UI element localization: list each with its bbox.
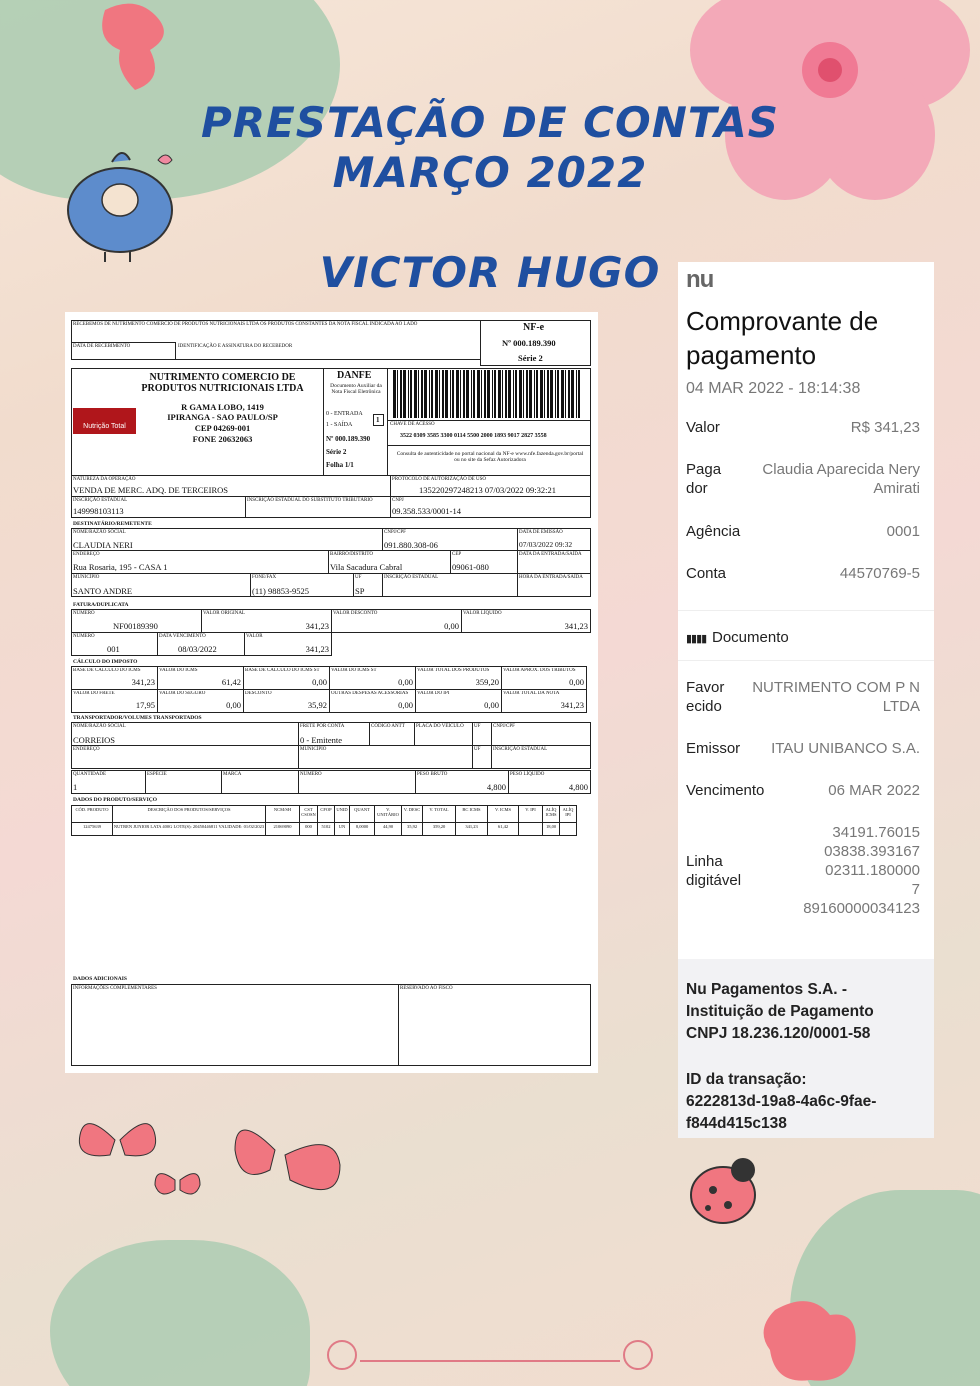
divider <box>678 610 934 611</box>
produto-header-text: UNID <box>336 807 348 812</box>
fat-desconto: 0,00 <box>444 621 459 631</box>
barcode-bar <box>502 370 503 418</box>
produto-cell-text: 18,00 <box>545 824 557 829</box>
barcode-bar <box>555 370 556 418</box>
barcode-bar <box>568 370 570 418</box>
barcode-bar <box>505 370 507 418</box>
barcode-bar <box>463 370 465 418</box>
barcode-bar <box>408 370 409 418</box>
adicionais-section-title: DADOS ADICIONAIS <box>73 976 127 982</box>
produto-header-text: CÓD. PRODUTO <box>75 807 109 812</box>
fat-original-label: VALOR ORIGINAL <box>203 611 245 616</box>
transp-uf2-label: UF <box>474 747 481 752</box>
document-icon: ▮▮▮▮ <box>686 633 707 645</box>
transp-cnpj-label: CNPJ/CPF <box>493 724 515 729</box>
dest-section-title: DESTINATÁRIO/REMETENTE <box>73 521 152 527</box>
divider-2 <box>678 660 934 661</box>
cnpj-label: CNPJ <box>392 498 404 503</box>
stub-date-label: DATA DE RECEBIMENTO <box>73 344 131 349</box>
ie-st-label: INSCRIÇÃO ESTADUAL DO SUBSTITUTO TRIBUTÁRIO <box>247 498 373 503</box>
imposto-value: 61,42 <box>221 677 241 687</box>
peso-bruto: 4,800 <box>486 782 506 792</box>
imposto-label: VALOR TOTAL DOS PRODUTOS <box>417 668 490 673</box>
barcode-bar <box>481 370 482 418</box>
butterfly-icon <box>75 1110 365 1230</box>
dest-cep-label: CEP <box>452 552 462 557</box>
green-blob-bottom-left <box>50 1240 310 1386</box>
valor-label: Valor <box>686 419 720 436</box>
dest-hora-label: HORA DA ENTRADA/SAÍDA <box>519 575 583 580</box>
produto-cell-text <box>519 824 542 835</box>
danfe-title: DANFE <box>337 370 372 381</box>
barcode-bar <box>544 370 545 418</box>
emitter-phone: FONE 20632063 <box>192 434 253 444</box>
barcode-bar <box>523 370 524 418</box>
barcode-bar <box>477 370 480 418</box>
pagador-label-1: Paga <box>686 461 722 478</box>
danfe-subtitle: Documento Auxiliar da Nota Fiscal Eletrônica <box>330 383 382 395</box>
imposto-label: OUTRAS DESPESAS ACESSÓRIAS <box>331 691 409 696</box>
imposto-value: 341,23 <box>560 700 584 710</box>
transp-name: CORREIOS <box>73 735 116 745</box>
dup-valor: 341,23 <box>305 644 329 654</box>
transp-ie-label: INSCRIÇÃO ESTADUAL <box>493 747 548 752</box>
receipt-title: Comprovante de pagamento <box>686 306 879 370</box>
transp-section-title: TRANSPORTADOR/VOLUMES TRANSPORTADOS <box>73 715 202 721</box>
produto-cell-text: 359,20 <box>432 824 446 829</box>
emitter-address-2: IPIRANGA - SAO PAULO/SP <box>167 412 278 422</box>
produto-header-text: V. TOTAL <box>429 807 449 812</box>
produto-cell-text: 35,92 <box>406 824 418 829</box>
dest-cpf: 091.880.308-06 <box>384 540 438 550</box>
barcode-bar <box>410 370 412 418</box>
barcode-bar <box>492 370 493 418</box>
produto-header-text: V. ICMS <box>495 807 511 812</box>
payment-receipt <box>678 262 934 1138</box>
danfe-document <box>65 312 598 1073</box>
dest-bairro-label: BAIRRO/DISTRITO <box>330 552 373 557</box>
nu-logo: nu <box>686 266 714 293</box>
peso-liq: 4,800 <box>568 782 588 792</box>
logo-text: Nutrição Total <box>83 423 126 430</box>
barcode-bar <box>540 370 543 418</box>
produto-header-text: DESCRIÇÃO DOS PRODUTOS/SERVIÇOS <box>147 807 231 812</box>
agencia-value: 0001 <box>886 523 920 540</box>
nfe-label: NF-e <box>523 322 545 333</box>
dest-name: CLAUDIA NERI <box>73 540 133 550</box>
stub-text: RECEBEMOS DE NUTRIMENTO COMERCIO DE PRODUTOS NUTRICIONAIS LTDA OS PRODUTOS CONSTANTES DA NOTA FISCAL INDICADA AO LADO <box>73 322 418 327</box>
danfe-number: Nº 000.189.390 <box>326 435 371 443</box>
tipo-value: 1 <box>376 416 380 424</box>
linha-part-5: 89160000034123 <box>803 900 920 917</box>
dest-uf-label: UF <box>355 575 362 580</box>
barcode-bar <box>429 370 430 418</box>
barcode-bar <box>403 370 406 418</box>
barcode-bar <box>418 370 419 418</box>
danfe-serie: Série 2 <box>326 448 347 456</box>
barcode-bar <box>578 370 580 418</box>
footer-line-2: Instituição de Pagamento <box>686 1003 874 1020</box>
produto-cell-text: 8,0000 <box>355 824 369 829</box>
transaction-id-1: 6222813d-19a8-4a6c-9fae- <box>686 1093 877 1110</box>
imposto-value: 0,00 <box>484 700 499 710</box>
produto-cell-text: NUTREN JUNIOR LATA 400G LOTE(S): 20450446811 VALIDADE: 01/02/2023 <box>113 824 265 829</box>
barcode-bar <box>393 370 396 418</box>
barcode-bar <box>397 370 398 418</box>
dup-valor-label: VALOR <box>246 634 263 639</box>
pagador-value-1: Claudia Aparecida Nery <box>762 461 920 478</box>
dest-bairro: Vila Sacadura Cabral <box>330 562 403 572</box>
favorecido-label-2: ecido <box>686 698 722 715</box>
marca-label: MARCA <box>223 772 242 777</box>
fat-numero-label: NÚMERO <box>73 611 95 616</box>
barcode-bar <box>529 370 532 418</box>
transp-uf-label: UF <box>474 724 481 729</box>
pagador-label-2: dor <box>686 480 708 497</box>
barcode-bar <box>498 370 501 418</box>
favorecido-label-1: Favor <box>686 679 725 696</box>
barcode-bar <box>565 370 566 418</box>
emissor-value: ITAU UNIBANCO S.A. <box>771 740 920 757</box>
barcode-bar <box>424 370 427 418</box>
produto-cell-text: 21069090 <box>273 824 292 829</box>
imposto-value: 35,92 <box>307 700 327 710</box>
documento-label: Documento <box>712 629 789 646</box>
fat-liquido-label: VALOR LÍQUIDO <box>463 611 502 616</box>
produto-cell-text: UN <box>338 824 346 829</box>
imposto-value: 0,00 <box>398 700 413 710</box>
barcode-bar <box>450 370 451 418</box>
barcode-bar <box>473 370 475 418</box>
favorecido-value-1: NUTRIMENTO COM P N <box>752 679 920 696</box>
transp-end-box <box>71 745 299 769</box>
barcode-bar <box>508 370 511 418</box>
favorecido-value-2: LTDA <box>882 698 920 715</box>
produto-header-text: CFOP <box>320 807 332 812</box>
dup-venc-label: DATA VENCIMENTO <box>159 634 206 639</box>
produto-cell-text <box>560 824 576 835</box>
vencimento-label: Vencimento <box>686 782 765 799</box>
imposto-label: VALOR DO FRETE <box>73 691 115 696</box>
imposto-value: 0,00 <box>312 677 327 687</box>
danfe-folha: Folha 1/1 <box>326 461 354 469</box>
dest-name-label: NOME/RAZÃO SOCIAL <box>73 530 126 535</box>
produto-header-text: V. UNITÁRIO <box>377 807 399 817</box>
barcode-bar <box>421 370 423 418</box>
ie-value: 149998103113 <box>73 506 124 516</box>
imposto-label: VALOR DO ICMS <box>159 668 198 673</box>
transaction-id-2: f844d415c138 <box>686 1115 787 1132</box>
barcode-bar <box>494 370 496 418</box>
chave-value: 3522 0309 3585 3300 0114 5500 2000 1893 9017 2827 3558 <box>400 433 547 439</box>
vencimento-value: 06 MAR 2022 <box>828 782 920 799</box>
barcode-bar <box>431 370 433 418</box>
student-name: VICTOR HUGO <box>319 248 661 297</box>
dest-uf: SP <box>355 586 365 596</box>
coral-splash-top-left <box>95 0 175 95</box>
fisco-label: RESERVADO AO FISCO <box>400 986 453 991</box>
barcode-bar <box>557 370 559 418</box>
dup-numero: 001 <box>107 644 120 654</box>
barcode-bar <box>466 370 469 418</box>
emitter-address-1: R GAMA LOBO, 1419 <box>181 402 264 412</box>
imposto-label: BASE DE CÁLCULO DO ICMS ST <box>245 668 320 673</box>
dest-mun: SANTO ANDRE <box>73 586 133 596</box>
imposto-value: 0,00 <box>398 677 413 687</box>
valor-value: R$ 341,23 <box>850 419 920 436</box>
barcode-bar <box>536 370 538 418</box>
fat-liquido: 341,23 <box>564 621 588 631</box>
produto-cell-text: 44,90 <box>382 824 394 829</box>
linha-label-2: digitável <box>686 872 742 889</box>
produto-header-text: V. DESC <box>403 807 421 812</box>
imposto-value: 0,00 <box>226 700 241 710</box>
produto-header-text: CST CSOSN <box>301 807 316 817</box>
barcode <box>393 370 585 418</box>
barcode-bar <box>576 370 577 418</box>
receipt-footer <box>678 959 934 1138</box>
fat-desconto-label: VALOR DESCONTO <box>333 611 378 616</box>
dup-venc: 08/03/2022 <box>178 644 217 654</box>
ladybug-icon <box>678 1150 768 1230</box>
fisco-box <box>398 984 591 1066</box>
chave-label: CHAVE DE ACESSO <box>390 422 435 427</box>
barcode-bar <box>550 370 553 418</box>
footer-line-1: Nu Pagamentos S.A. - <box>686 981 848 998</box>
produto-header-text: V. IPI <box>525 807 536 812</box>
protocolo-value: 135220297248213 07/03/2022 09:32:21 <box>419 485 556 495</box>
conta-value: 44570769-5 <box>839 565 920 582</box>
fatura-section-title: FATURA/DUPLICATA <box>73 602 129 608</box>
imposto-value: 359,20 <box>475 677 499 687</box>
emitter-name: NUTRIMENTO COMERCIO DE PRODUTOS NUTRICIONAIS LTDA <box>141 372 304 394</box>
row-favorecido <box>686 678 920 718</box>
qtd-label: QUANTIDADE <box>73 772 107 777</box>
dest-end: Rua Rosaria, 195 - CASA 1 <box>73 562 168 572</box>
peso-bruto-label: PESO BRUTO <box>417 772 448 777</box>
dest-cep: 09061-080 <box>452 562 489 572</box>
barcode-bar <box>442 370 444 418</box>
produto-header-text: BC ICMS <box>462 807 481 812</box>
linha-part-1: 34191.76015 <box>832 824 920 841</box>
transp-mun-label: MUNICÍPIO <box>300 747 327 752</box>
produto-cell-text: 12475639 <box>83 824 101 829</box>
dest-ie-label: INSCRIÇÃO ESTADUAL <box>384 575 439 580</box>
transp-name-label: NOME/RAZÃO SOCIAL <box>73 724 126 729</box>
barcode-bar <box>452 370 454 418</box>
imposto-label: VALOR DO ICMS ST <box>331 668 377 673</box>
emissor-label: Emissor <box>686 740 741 757</box>
linha-label-1: Linha <box>686 853 723 870</box>
fat-numero: NF00189390 <box>113 621 158 631</box>
nutricao-total-logo <box>73 408 136 434</box>
barcode-bar <box>526 370 528 418</box>
produto-cell-text: 61,42 <box>497 824 509 829</box>
dest-emissao: 07/03/2022 09:32 <box>519 540 573 549</box>
barcode-bar <box>460 370 461 418</box>
linha-part-3: 02311.180000 <box>825 862 920 879</box>
dest-fone-label: FONE/FAX <box>252 575 277 580</box>
imposto-value: 17,95 <box>135 700 155 710</box>
barcode-bar <box>414 370 417 418</box>
consulta-text: Consulta de autenticidade no portal nacional da NF-e www.nfe.fazenda.gov.br/portal ou no site da Sefaz Autorizadora <box>396 451 584 463</box>
barcode-bar <box>534 370 535 418</box>
imposto-label: VALOR APROX. DOS TRIBUTOS <box>503 668 576 673</box>
dup-numero-label: NÚMERO <box>73 634 95 639</box>
dest-cpf-label: CNPJ/CPF <box>384 530 406 535</box>
emitter-cep: CEP 04269-001 <box>194 423 251 433</box>
barcode-bar <box>487 370 490 418</box>
especie-label: ESPÉCIE <box>147 772 167 777</box>
transp-end-label: ENDEREÇO <box>73 747 100 752</box>
imposto-label: VALOR TOTAL DA NOTA <box>503 691 560 696</box>
imposto-value: 0,00 <box>569 677 584 687</box>
receipt-datetime: 04 MAR 2022 - 18:14:38 <box>686 380 861 397</box>
dest-fone: (11) 98853-9525 <box>252 586 310 596</box>
numero-label: NÚMERO <box>300 772 322 777</box>
linha-part-4: 7 <box>911 881 920 898</box>
barcode-bar <box>439 370 440 418</box>
linha-part-2: 03838.393167 <box>824 843 920 860</box>
agencia-label: Agência <box>686 523 741 540</box>
row-pagador <box>686 460 920 500</box>
info-label: INFORMAÇÕES COMPLEMENTARES <box>73 986 157 991</box>
imposto-label: DESCONTO <box>245 691 272 696</box>
produto-header-text: ALÍQ IPI <box>562 807 574 817</box>
info-box <box>71 984 399 1066</box>
produto-cell-text: 341,23 <box>465 824 478 829</box>
barcode-bar <box>484 370 486 418</box>
dest-entrada-label: DATA DA ENTRADA/SAÍDA <box>519 552 582 557</box>
produto-header-text: NCM/SH <box>273 807 292 812</box>
natureza-label: NATUREZA DA OPERAÇÃO <box>73 477 136 482</box>
frete-value: 0 - Emitente <box>300 735 343 745</box>
peso-liq-label: PESO LÍQUIDO <box>510 772 545 777</box>
danfe-entrada: 0 - ENTRADA <box>326 411 363 417</box>
imposto-label: VALOR DO IPI <box>417 691 450 696</box>
barcode-bar <box>471 370 472 418</box>
coral-splash-bottom-right <box>760 1290 870 1386</box>
produto-cell-text: 5102 <box>321 824 331 829</box>
barcode-bar <box>571 370 574 418</box>
barcode-bar <box>513 370 514 418</box>
dest-end-label: ENDEREÇO <box>73 552 100 557</box>
protocolo-label: PROTOCOLO DE AUTORIZAÇÃO DE USO <box>392 477 486 482</box>
row-linha-digitavel <box>686 823 920 923</box>
nfe-number: Nº 000.189.390 <box>502 338 556 348</box>
conta-label: Conta <box>686 565 727 582</box>
barcode-bar <box>400 370 402 418</box>
barcode-bar <box>435 370 438 418</box>
imposto-label: BASE DE CÁLCULO DO ICMS <box>73 668 141 673</box>
danfe-saida: 1 - SAÍDA <box>326 422 353 428</box>
produto-header-text: ALÍQ ICMS <box>545 807 557 817</box>
ie-label: INSCRIÇÃO ESTADUAL <box>73 498 128 503</box>
imposto-value: 341,23 <box>131 677 155 687</box>
qtd-value: 1 <box>73 782 78 792</box>
page-title-line2: MARÇO 2022 <box>332 148 648 197</box>
barcode-bar <box>515 370 517 418</box>
bottom-ribbon-decoration <box>320 1335 660 1375</box>
nfe-serie: Série 2 <box>518 353 543 363</box>
barcode-bar <box>547 370 549 418</box>
stub-sign-label: IDENTIFICAÇÃO E ASSINATURA DO RECEBEDOR <box>178 344 293 349</box>
natureza-value: VENDA DE MERC. ADQ. DE TERCEIROS <box>73 485 228 495</box>
dest-emissao-label: DATA DE EMISSÃO <box>519 530 563 535</box>
produto-header-text: QUANT <box>354 807 370 812</box>
barcode-bar <box>445 370 448 418</box>
footer-line-3: CNPJ 18.236.120/0001-58 <box>686 1025 871 1042</box>
frete-label: FRETE POR CONTA <box>300 724 345 729</box>
produtos-section-title: DADOS DO PRODUTO/SERVIÇO <box>73 797 158 803</box>
barcode-bar <box>456 370 459 418</box>
produto-cell-text: 000 <box>305 824 312 829</box>
antt-label: CÓDIGO ANTT <box>371 724 405 729</box>
barcode-bar <box>561 370 564 418</box>
page-title-line1: PRESTAÇÃO DE CONTAS <box>200 98 780 147</box>
barcode-bar <box>519 370 522 418</box>
dest-mun-label: MUNICÍPIO <box>73 575 100 580</box>
imposto-label: VALOR DO SEGURO <box>159 691 206 696</box>
cnpj-value: 09.358.533/0001-14 <box>392 506 461 516</box>
placa-label: PLACA DO VEÍCULO <box>416 724 464 729</box>
transaction-id-label: ID da transação: <box>686 1071 807 1088</box>
pagador-value-2: Amirati <box>873 480 920 497</box>
fat-original: 341,23 <box>305 621 329 631</box>
imposto-section-title: CÁLCULO DO IMPOSTO <box>73 659 138 665</box>
